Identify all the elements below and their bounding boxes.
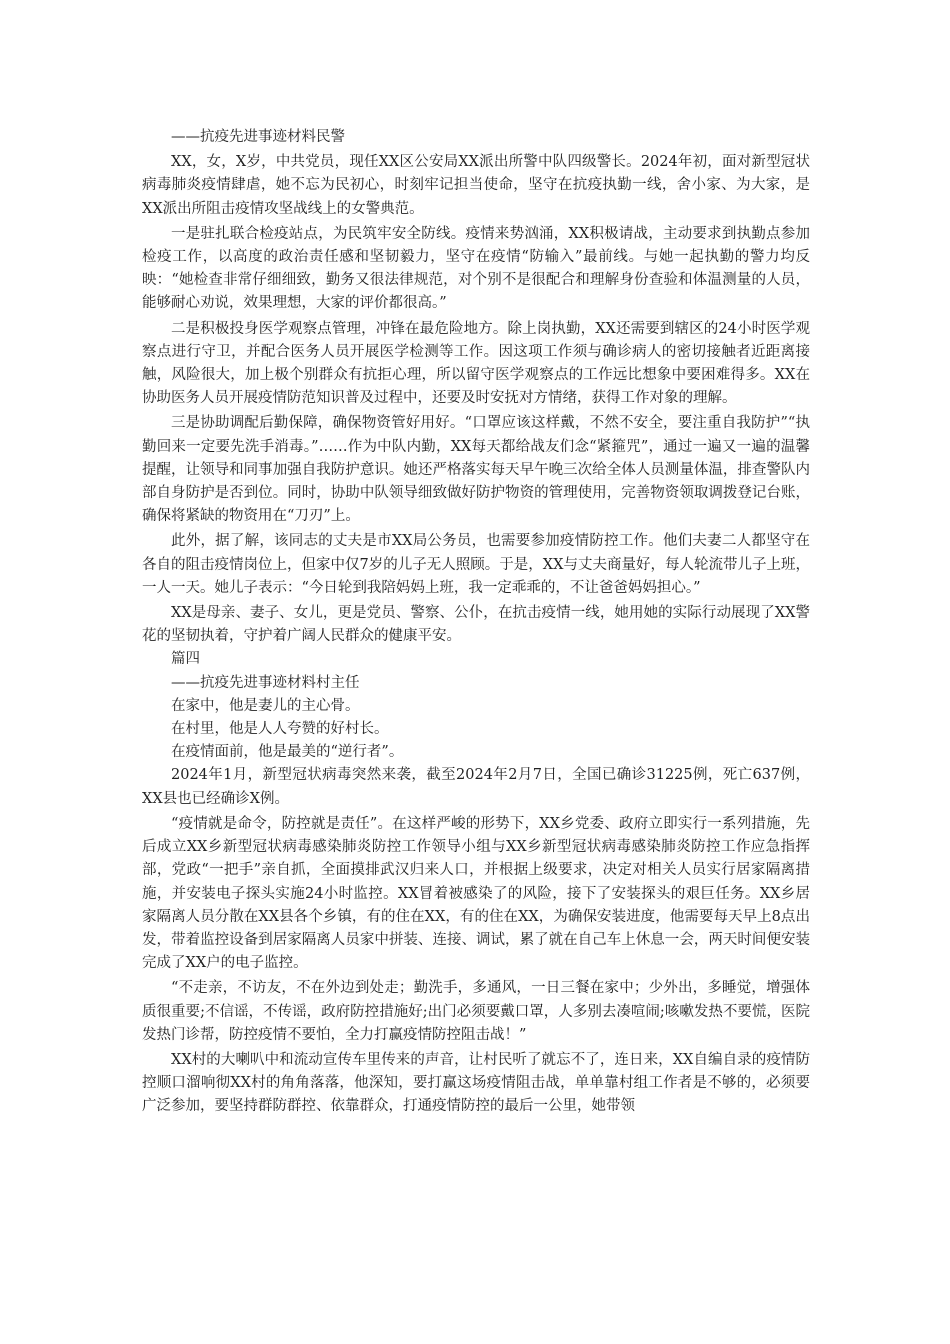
paragraph-slogan: “不走亲，不访友，不在外边到处走；勤洗手，多通风，一日三餐在家中；少外出，多睡觉，增强体质很重要;不信谣，不传谣，政府防控措施好;出门必须要戴口罩，人多别去凑喧闹;咳嗽发热不要慌，医院发热门诊帮，防控疫情不要怕，全力打赢疫情防控阻击战！” [142, 980, 810, 1043]
paragraph-checkpoint: 一是驻扎联合检疫站点，为民筑牢安全防线。疫情来势汹涌，XX积极请战，主动要求到执勤点参加检疫工作，以高度的政治责任感和坚韧毅力，坚守在疫情“防输入”最前线。与她一起执勤的警力均反映：“她检查非常仔细细致，勤务又很法律规范，对个别不是很配合和理解身份查验和体温测量的人员，能够耐心劝说，效果理想，大家的评价都很高。” [142, 225, 810, 312]
paragraph-outbreak-stats: 2024年1月，新型冠状病毒突然来袭，截至2024年2月7日，全国已确诊31225例，死亡637例，XX县也已经确诊X例。 [142, 767, 810, 807]
paragraph-medical-observation: 二是积极投身医学观察点管理，冲锋在最危险地方。除上岗执勤，XX还需要到辖区的24小时医学观察点进行守卫，并配合医务人员开展医学检测等工作。因这项工作须与确诊病人的密切接触者近距离接触，风险很大，加上极个别群众有抗拒心理，所以留守医学观察点的工作远比想象中要困难得多。XX在协助医务人员开展疫情防范知识普及过程中，还要及时安抚对方情绪，获得工作对象的理解。 [142, 320, 810, 407]
paragraph-monitoring: “疫情就是命令，防控就是责任”。在这样严峻的形势下，XX乡党委、政府立即实行一系列措施，先后成立XX乡新型冠状病毒感染肺炎防控工作领导小组与XX乡新型冠状病毒感染肺炎防控工作应急指挥部，党政“一把手”亲自抓，全面摸排武汉归来人口，并根据上级要求，决定对相关人员实行居家隔离措施，并安装电子探头实施24小时监控。XX冒着被感染了的风险，接下了安装探头的艰巨任务。XX乡居家隔离人员分散在XX县各个乡镇，有的住在XX，有的住在XX，为确保安装进度，他需要每天早上8点出发，带着监控设备到居家隔离人员家中拼装、连接、调试，累了就在自己车上休息一会，两天时间便安装完成了XX户的电子监控。 [142, 815, 810, 972]
paragraph-subtitle-police: ——抗疫先进事迹材料民警 [171, 129, 345, 145]
paragraph-intro-police: XX，女，X岁，中共党员，现任XX区公安局XX派出所警中队四级警长。2024年初，面对新型冠状病毒肺炎疫情肆虐，她不忘为民初心，时刻牢记担当使命，坚守在抗疫执勤一线，舍小家、为大家，是XX派出所阻击疫情攻坚战线上的女警典范。 [142, 154, 810, 217]
document-page [142, 126, 810, 1119]
paragraph-facing-epidemic: 在疫情面前，他是最美的“逆行者”。 [171, 744, 404, 761]
paragraph-subtitle-village-head: ——抗疫先进事迹材料村主任 [171, 674, 360, 691]
paragraph-conclusion-police: XX是母亲、妻子、女儿，更是党员、警察、公仆，在抗击疫情一线，她用她的实际行动展现了XX警花的坚韧执着，守护着广阔人民群众的健康平安。 [142, 605, 810, 645]
paragraph-logistics: 三是协助调配后勤保障，确保物资管好用好。“口罩应该这样戴，不然不安全，要注重自我防护”“执勤回来一定要先洗手消毒。”……作为中队内勤，XX每天都给战友们念“紧箍咒”，通过一遍又一遍的温馨提醒，让领导和同事加强自我防护意识。她还严格落实每天早午晚三次给全体人员测量体温，排查警队内部自身防护是否到位。同时，协助中队领导细致做好防护物资的管理使用，完善物资领取调拨登记台账，确保将紧缺的物资用在“刀刃”上。 [142, 415, 810, 525]
paragraph-at-home: 在家中，他是妻儿的主心骨。 [171, 697, 360, 714]
paragraph-in-village: 在村里，他是人人夸赞的好村长。 [171, 721, 389, 738]
paragraph-family: 此外，据了解，该同志的丈夫是市XX局公务员，也需要参加疫情防控工作。他们夫妻二人都坚守在各自的阻击疫情岗位上，但家中仅7岁的儿子无人照顾。于是，XX与丈夫商量好，每人轮流带儿子上班，一人一天。她儿子表示：“今日轮到我陪妈妈上班，我一定乖乖的，不让爸爸妈妈担心。” [142, 533, 810, 596]
paragraph-broadcast: XX村的大喇叭中和流动宣传车里传来的声音，让村民听了就忘不了，连日来，XX自编自录的疫情防控顺口溜响彻XX村的角角落落，他深知，要打赢这场疫情阻击战，单单靠村组工作者是不够的，必须要广泛参加，要坚持群防群控、依靠群众，打通疫情防控的最后一公里，她带领 [142, 1051, 810, 1115]
section-heading-four: 篇四 [171, 651, 200, 668]
